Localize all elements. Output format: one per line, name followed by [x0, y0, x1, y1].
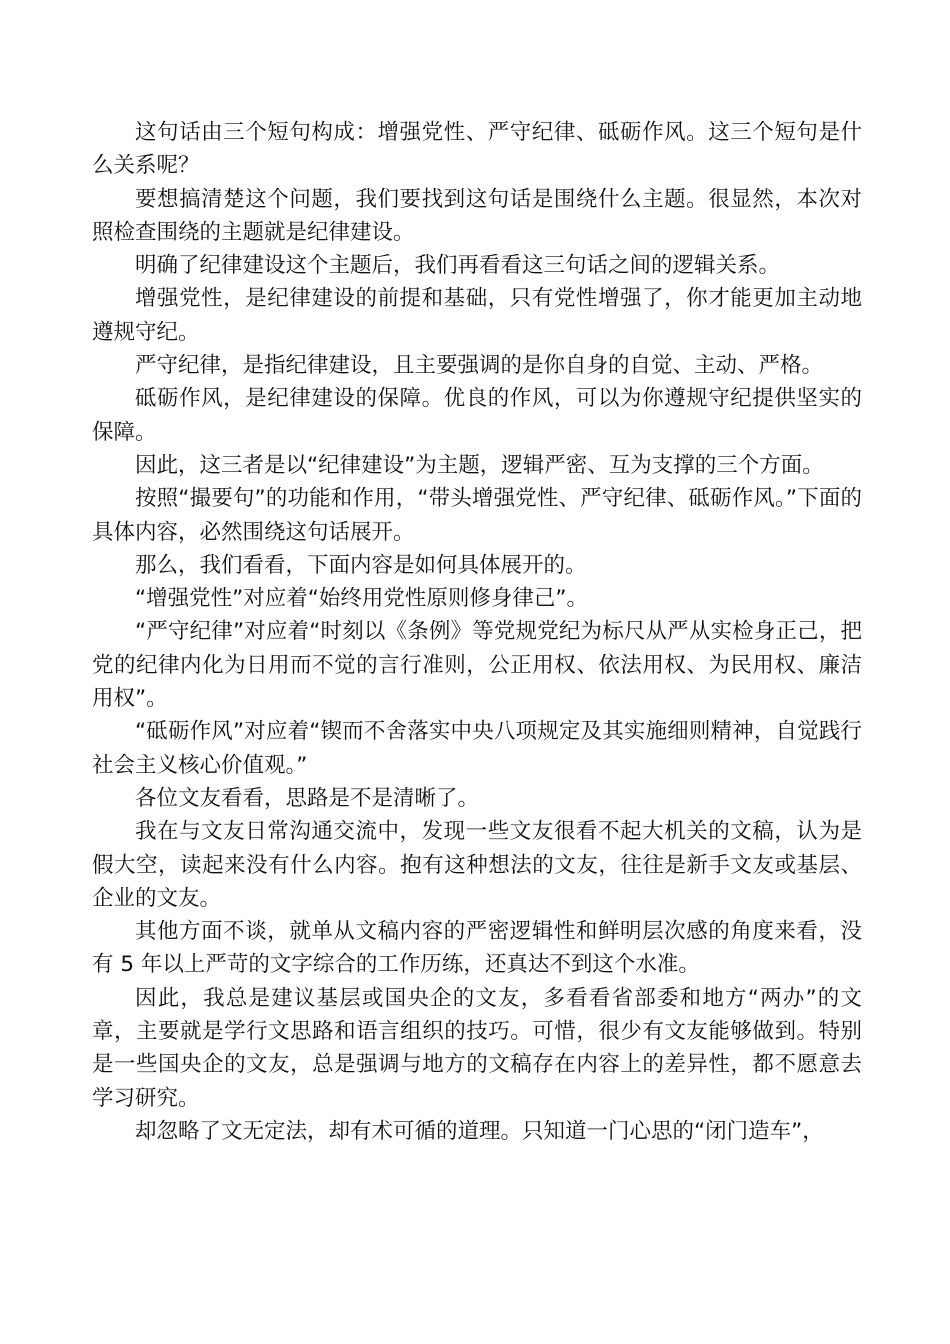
- paragraph-6: 砥砺作风，是纪律建设的保障。优良的作风，可以为你遵规守纪提供坚实的保障。: [92, 386, 862, 445]
- paragraph-17: 却忽略了文无定法，却有术可循的道理。只知道一门心思的“闭门造车”，: [135, 1118, 824, 1144]
- paragraph-5: 严守纪律，是指纪律建设，且主要强调的是你自身的自觉、主动、严格。: [135, 353, 824, 379]
- paragraph-8: 按照“撮要句”的功能和作用，“带头增强党性、严守纪律、砥砺作风。”下面的具体内容，必然围绕这句话展开。: [92, 486, 862, 545]
- paragraph-11: “严守纪律”对应着“时刻以《条例》等党规党纪为标尺从严从实检身正己，把党的纪律内化为日用而不觉的言行准则，公正用权、依法用权、为民用权、廉洁用权”。: [92, 619, 862, 712]
- paragraph-1: 这句话由三个短句构成：增强党性、严守纪律、砥砺作风。这三个短句是什么关系呢？: [92, 120, 862, 179]
- paragraph-10: “增强党性”对应着“始终用党性原则修身律己”。: [135, 586, 589, 612]
- paragraph-7: 因此，这三者是以“纪律建设”为主题，逻辑严密、互为支撑的三个方面。: [135, 452, 824, 478]
- document-body: [92, 116, 862, 1148]
- paragraph-4: 增强党性，是纪律建设的前提和基础，只有党性增强了，你才能更加主动地遵规守纪。: [92, 286, 862, 345]
- paragraph-15: 其他方面不谈，就单从文稿内容的严密逻辑性和鲜明层次感的角度来看，没有 5 年以上严苛的文字综合的工作历练，还真达不到这个水准。: [92, 919, 862, 978]
- paragraph-2: 要想搞清楚这个问题，我们要找到这句话是围绕什么主题。很显然，本次对照检查围绕的主题就是纪律建设。: [92, 186, 862, 245]
- paragraph-13: 各位文友看看，思路是不是清晰了。: [135, 785, 480, 811]
- paragraph-12: “砥砺作风”对应着“锲而不舍落实中央八项规定及其实施细则精神，自觉践行社会主义核心价值观。”: [92, 719, 862, 778]
- paragraph-16: 因此，我总是建议基层或国央企的文友，多看看省部委和地方“两办”的文章，主要就是学行文思路和语言组织的技巧。可惜，很少有文友能够做到。特别是一些国央企的文友，总是强调与地方的文稿存在内容上的差异性，都不愿意去学习研究。: [92, 985, 862, 1111]
- paragraph-14: 我在与文友日常沟通交流中，发现一些文友很看不起大机关的文稿，认为是假大空，读起来没有什么内容。抱有这种想法的文友，往往是新手文友或基层、企业的文友。: [92, 819, 862, 911]
- paragraph-3: 明确了纪律建设这个主题后，我们再看看这三句话之间的逻辑关系。: [135, 253, 781, 279]
- paragraph-9: 那么，我们看看，下面内容是如何具体展开的。: [135, 552, 587, 578]
